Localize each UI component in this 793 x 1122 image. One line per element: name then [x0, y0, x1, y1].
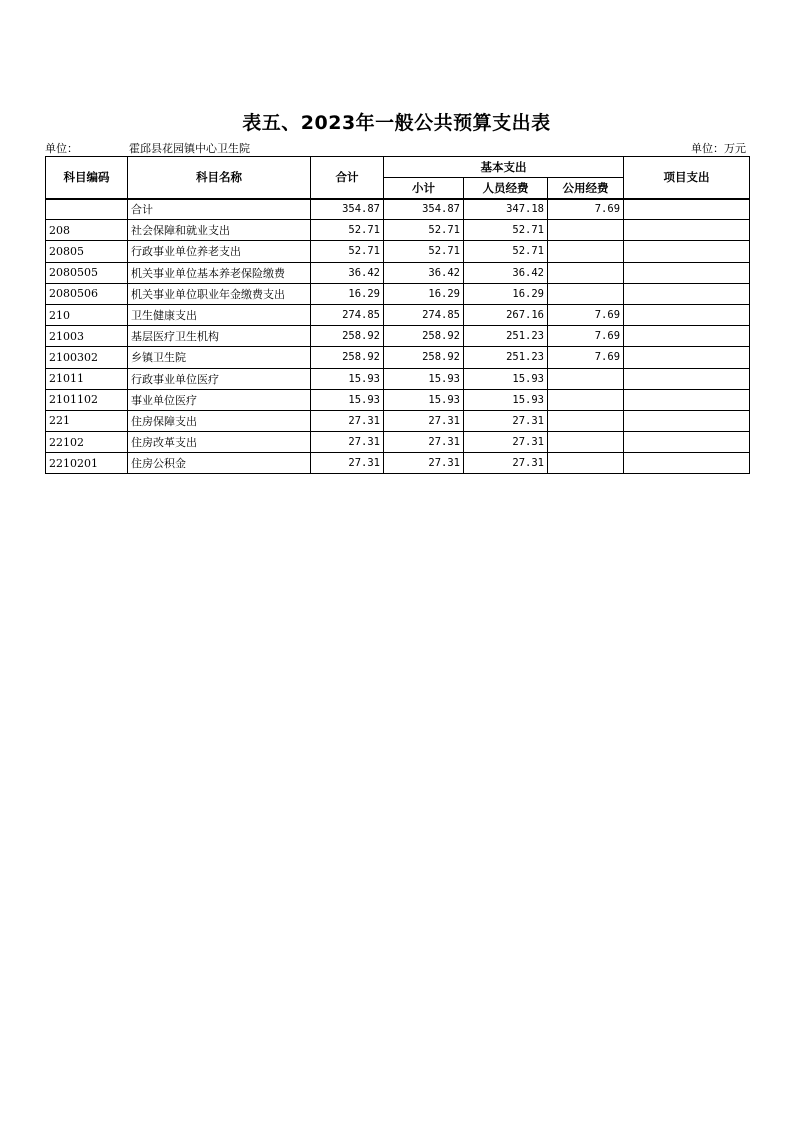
currency-unit: 单位：万元 [691, 142, 746, 155]
cell-public: 7.69 [548, 199, 624, 220]
cell-public [548, 410, 624, 431]
cell-total: 36.42 [311, 262, 384, 283]
cell-total: 27.31 [311, 453, 384, 474]
cell-project [624, 410, 750, 431]
cell-name: 行政事业单位养老支出 [128, 241, 311, 262]
header-total: 合计 [311, 157, 384, 199]
cell-project [624, 199, 750, 220]
header-name: 科目名称 [128, 157, 311, 199]
cell-total: 258.92 [311, 347, 384, 368]
cell-public: 7.69 [548, 304, 624, 325]
cell-name: 住房公积金 [128, 453, 311, 474]
cell-basic-subtotal: 52.71 [384, 220, 464, 241]
header-public: 公用经费 [548, 178, 624, 199]
cell-code: 2100302 [46, 347, 128, 368]
cell-name: 住房保障支出 [128, 410, 311, 431]
table-row [46, 304, 750, 325]
cell-total: 52.71 [311, 241, 384, 262]
header-basic: 基本支出 [384, 157, 624, 178]
cell-public [548, 432, 624, 453]
header-personnel: 人员经费 [464, 178, 548, 199]
cell-public [548, 241, 624, 262]
cell-total: 15.93 [311, 368, 384, 389]
cell-code: 20805 [46, 241, 128, 262]
cell-total: 52.71 [311, 220, 384, 241]
header-project: 项目支出 [624, 157, 750, 199]
cell-public [548, 220, 624, 241]
cell-name: 卫生健康支出 [128, 304, 311, 325]
cell-public [548, 389, 624, 410]
table-row [46, 453, 750, 474]
cell-code: 2080505 [46, 262, 128, 283]
table-body [46, 199, 750, 474]
budget-table [45, 156, 750, 474]
header-code: 科目编码 [46, 157, 128, 199]
cell-personnel: 16.29 [464, 283, 548, 304]
cell-personnel: 15.93 [464, 368, 548, 389]
cell-project [624, 368, 750, 389]
cell-project [624, 347, 750, 368]
cell-basic-subtotal: 15.93 [384, 368, 464, 389]
cell-personnel: 15.93 [464, 389, 548, 410]
cell-project [624, 453, 750, 474]
cell-code: 2210201 [46, 453, 128, 474]
cell-code: 2080506 [46, 283, 128, 304]
cell-project [624, 304, 750, 325]
cell-basic-subtotal: 52.71 [384, 241, 464, 262]
cell-name: 基层医疗卫生机构 [128, 326, 311, 347]
cell-personnel: 52.71 [464, 241, 548, 262]
cell-total: 27.31 [311, 432, 384, 453]
table-row [46, 220, 750, 241]
cell-total: 274.85 [311, 304, 384, 325]
cell-name: 行政事业单位医疗 [128, 368, 311, 389]
table-row [46, 326, 750, 347]
cell-personnel: 36.42 [464, 262, 548, 283]
table-row [46, 389, 750, 410]
page-title: 表五、2023年一般公共预算支出表 [242, 112, 551, 134]
cell-code: 2101102 [46, 389, 128, 410]
cell-public [548, 453, 624, 474]
unit-organization: 霍邱县花园镇中心卫生院 [129, 142, 250, 155]
cell-code: 221 [46, 410, 128, 431]
cell-basic-subtotal: 258.92 [384, 326, 464, 347]
cell-personnel: 267.16 [464, 304, 548, 325]
cell-code: 210 [46, 304, 128, 325]
header-basic-subtotal: 小计 [384, 178, 464, 199]
cell-public: 7.69 [548, 326, 624, 347]
cell-public [548, 368, 624, 389]
cell-basic-subtotal: 27.31 [384, 453, 464, 474]
cell-personnel: 27.31 [464, 432, 548, 453]
unit-row [45, 140, 748, 156]
cell-basic-subtotal: 16.29 [384, 283, 464, 304]
cell-name: 机关事业单位基本养老保险缴费 [128, 262, 311, 283]
table-row [46, 241, 750, 262]
table-header [46, 157, 750, 199]
cell-basic-subtotal: 27.31 [384, 432, 464, 453]
cell-name: 合计 [128, 199, 311, 220]
cell-total: 15.93 [311, 389, 384, 410]
table-row [46, 262, 750, 283]
cell-name: 机关事业单位职业年金缴费支出 [128, 283, 311, 304]
table-row [46, 199, 750, 220]
cell-personnel: 52.71 [464, 220, 548, 241]
cell-basic-subtotal: 274.85 [384, 304, 464, 325]
table-row [46, 283, 750, 304]
cell-basic-subtotal: 354.87 [384, 199, 464, 220]
cell-personnel: 347.18 [464, 199, 548, 220]
cell-basic-subtotal: 258.92 [384, 347, 464, 368]
cell-name: 住房改革支出 [128, 432, 311, 453]
cell-name: 社会保障和就业支出 [128, 220, 311, 241]
cell-code: 22102 [46, 432, 128, 453]
cell-public [548, 283, 624, 304]
cell-project [624, 389, 750, 410]
cell-project [624, 262, 750, 283]
cell-total: 354.87 [311, 199, 384, 220]
cell-public: 7.69 [548, 347, 624, 368]
unit-label: 单位： [45, 142, 78, 155]
cell-personnel: 27.31 [464, 453, 548, 474]
cell-project [624, 220, 750, 241]
cell-public [548, 262, 624, 283]
cell-basic-subtotal: 15.93 [384, 389, 464, 410]
cell-project [624, 283, 750, 304]
cell-code [46, 199, 128, 220]
table-row [46, 410, 750, 431]
table-row [46, 347, 750, 368]
cell-project [624, 326, 750, 347]
cell-basic-subtotal: 27.31 [384, 410, 464, 431]
cell-total: 258.92 [311, 326, 384, 347]
cell-total: 16.29 [311, 283, 384, 304]
cell-name: 事业单位医疗 [128, 389, 311, 410]
cell-project [624, 241, 750, 262]
cell-name: 乡镇卫生院 [128, 347, 311, 368]
cell-code: 208 [46, 220, 128, 241]
cell-personnel: 251.23 [464, 347, 548, 368]
cell-total: 27.31 [311, 410, 384, 431]
table-row [46, 432, 750, 453]
cell-personnel: 251.23 [464, 326, 548, 347]
cell-code: 21003 [46, 326, 128, 347]
table-row [46, 368, 750, 389]
cell-basic-subtotal: 36.42 [384, 262, 464, 283]
cell-project [624, 432, 750, 453]
cell-personnel: 27.31 [464, 410, 548, 431]
cell-code: 21011 [46, 368, 128, 389]
